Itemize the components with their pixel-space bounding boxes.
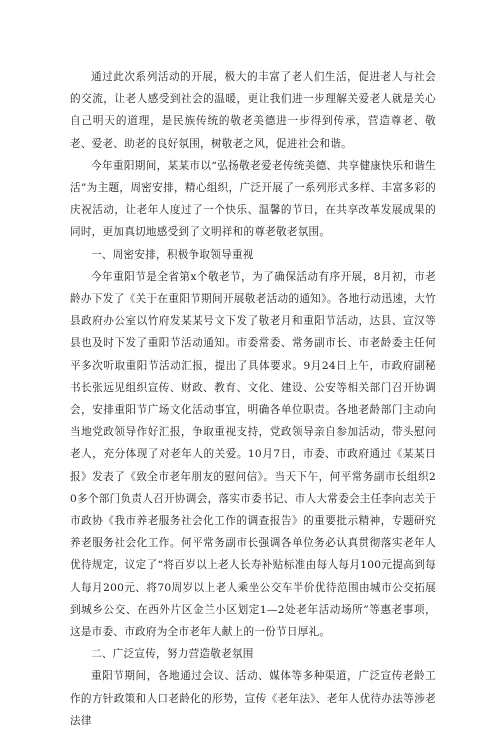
paragraph-section-2: 重阳节期间，各地通过会议、活动、媒体等多种渠道，广泛宣传老龄工作的方针政策和人口老龄化的形势，宣传《老年法》、老年人优待办法等涉老法律 [70,670,436,727]
paragraph-section-1: 今年重阳节是全省第x个敬老节，为了确保活动有序开展，8月初，市老龄办下发了《关于在重阳节期间开展敬老活动的通知》。各地行动迅速，大竹县政府办公室以竹府发某某号文下发了敬老月和重阳节活动，达县、宣汉等县也及时下发了重阳节活动通知。市委常委、常务副市长、市老龄委主任何平多次听取重阳节活动汇报，提出了具体要求。9月24日上午，市政府副秘书长张远见组织宣传、财政、教育、文化、建设、公安等相关部门召开协调会，安排重阳节广场文化活动事宜，明确各单位职责。各地老龄部门主动向当地党政领导作好汇报，争取重视支持，党政领导亲自参加活动，带头慰问老人，充分体现了对老年人的关爱。10月7日，市委、市政府通过《某某日报》发表了《致全市老年朋友的慰问信》。当天下午，何平常务副市长组织20多个部门负责人召开协调会，落实市委书记、市人大常委会主任李向志关于市政协《我市养老服务社会化工作的调查报告》的重要批示精神，专题研究养老服务社会化工作。何平常务副市长强调各单位务必认真贯彻落实老年人优待规定，议定了“将百岁以上老人长寿补贴标准由每人每月100元提高到每人每月200元、将70周岁以上老人乘坐公交车半价优待范围由城市公交拓展到城乡公交、在西外片区金兰小区划定1—2处老年活动场所”等惠老事项，这是市委、市政府为全市老年人献上的一份节日厚礼。 [70,270,436,639]
section-heading-1: 一、周密安排，积极争取领导重视 [91,248,254,261]
paragraph-intro: 通过此次系列活动的开展，极大的丰富了老人们生活，促进老人与社会的交流，让老人感受到社会的温暖，更让我们进一步理解关爱老人就是关心自己明天的道理，是民族传统的敬老美德进一步得到传承，营造尊老、敬老、爱老、助老的良好氛围，树敬老之风，促进社会和谐。 [70,71,436,150]
section-heading-2: 二、广泛宣传，努力营造敬老氛围 [91,648,254,661]
paragraph-overview: 今年重阳期间，某某市以“弘扬敬老爱老传统美德、共享健康快乐和谐生活”为主题，周密安排，精心组织，广泛开展了一系列形式多样、丰富多彩的庆祝活动，让老年人度过了一个快乐、温馨的节日，在共享改革发展成果的同时，更加真切地感受到了文明祥和的尊老敬老氛围。 [70,159,436,239]
document-page [70,66,436,732]
